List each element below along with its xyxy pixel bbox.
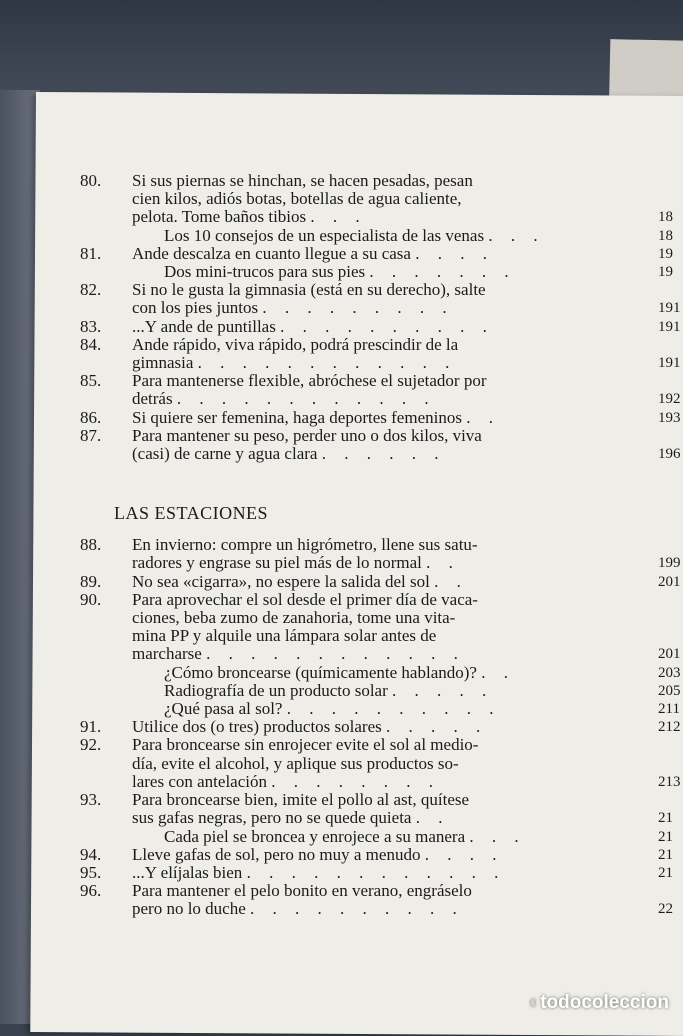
leader-dots: . . . . . xyxy=(392,680,494,700)
table-of-contents xyxy=(80,172,683,919)
leader-dots: . . . xyxy=(469,826,526,846)
entry-number: 93. xyxy=(80,790,102,810)
entry-number: 86. xyxy=(80,407,102,427)
toc-entry xyxy=(80,227,683,245)
leader-dots: . . . . . . xyxy=(321,444,446,464)
entry-number: 89. xyxy=(80,571,102,591)
entry-text-line xyxy=(164,664,683,682)
entry-number: 81. xyxy=(80,243,102,263)
page-number: 18 xyxy=(658,209,673,226)
leader-dots: . . . . . . . . . . . . xyxy=(197,353,457,373)
leader-dots: . . xyxy=(415,808,450,828)
entry-text-line: día, evite el alcohol, y aplique sus productos so- xyxy=(132,753,459,773)
leader-dots: . . . . . . . . . xyxy=(262,298,454,318)
entry-text: detrás xyxy=(132,389,173,409)
entry-text-line xyxy=(132,208,683,226)
entry-text-line xyxy=(164,263,683,281)
entry-text-line xyxy=(132,409,683,427)
entry-text: ¿Qué pasa al sol? xyxy=(164,699,283,719)
leader-dots: . . . . . . . . . . . . xyxy=(206,644,465,664)
entry-text-line xyxy=(132,718,683,736)
entry-number: 82. xyxy=(80,280,102,300)
entry-number: 85. xyxy=(80,371,102,391)
entry-text: Dos mini-trucos para sus pies xyxy=(164,262,366,282)
entry-text: lares con antelación xyxy=(132,771,267,791)
entry-text-line xyxy=(132,773,683,791)
entry-number: 94. xyxy=(80,844,102,864)
entry-text-line xyxy=(164,227,683,245)
page-number: 21 xyxy=(658,828,673,845)
entry-text: Si quiere ser femenina, haga deportes femeninos xyxy=(132,407,462,427)
page-number: 201 xyxy=(658,646,681,663)
toc-entry xyxy=(80,864,683,882)
entry-number: 80. xyxy=(80,171,102,190)
entry-text: Los 10 consejos de un especialista de las venas xyxy=(164,225,485,245)
entry-text-line xyxy=(132,645,683,663)
toc-entry xyxy=(80,263,683,281)
page-number: 19 xyxy=(658,245,673,262)
entry-text: Cada piel se broncea y enrojece a su manera xyxy=(164,826,466,846)
leader-dots: . . . . . xyxy=(386,717,488,737)
page-number: 21 xyxy=(658,810,673,827)
entry-text-line: mina PP y alquile una lámpara solar antes de xyxy=(132,626,437,646)
toc-entry xyxy=(80,409,683,427)
page-number: 191 xyxy=(658,318,681,335)
entry-text-line xyxy=(132,900,683,918)
entry-number: 92. xyxy=(80,735,102,755)
entry-text-line xyxy=(164,682,683,700)
logo-icon: ◖ xyxy=(526,992,539,1013)
toc-entry xyxy=(80,882,683,918)
entry-text-line: ciones, beba zumo de zanahoria, tome una vita- xyxy=(132,608,456,628)
leader-dots: . . xyxy=(426,553,460,573)
leader-dots: . . . . . . . xyxy=(369,262,516,282)
page-number: 205 xyxy=(658,682,681,699)
leader-dots: . . . . xyxy=(415,243,494,263)
page-number: 21 xyxy=(658,846,673,863)
leader-dots: . . . . xyxy=(424,844,504,864)
entry-text: No sea «cigarra», no espere la salida del sol xyxy=(132,571,430,591)
entry-text-line xyxy=(132,318,683,336)
entry-text: sus gafas negras, pero no se quede quieta xyxy=(132,808,412,828)
toc-entry xyxy=(80,336,683,372)
toc-entry xyxy=(80,172,683,227)
entry-list-seasons xyxy=(80,536,683,918)
page-number: 191 xyxy=(658,355,681,372)
entry-text: radores y engrase su piel más de lo normal xyxy=(132,553,422,573)
entry-text: ...Y elíjalas bien xyxy=(132,862,243,882)
toc-entry xyxy=(80,700,683,718)
entry-text: gimnasia xyxy=(132,353,194,373)
entry-text: marcharse xyxy=(132,644,202,664)
watermark-text: todocoleccion xyxy=(540,992,669,1013)
entry-text-line: Para broncearse bien, imite el pollo al ast, quítese xyxy=(132,790,470,810)
entry-text: ¿Cómo broncearse (químicamente hablando)? xyxy=(164,662,477,682)
page-number: 193 xyxy=(658,409,681,426)
entry-text-line xyxy=(164,700,683,718)
page-number: 212 xyxy=(658,719,681,736)
entry-text: Radiografía de un producto solar xyxy=(164,680,388,700)
entry-text-line xyxy=(132,390,683,408)
toc-entry xyxy=(80,536,683,572)
leader-dots: . . . xyxy=(488,225,545,245)
leader-dots: . . . xyxy=(310,207,367,227)
page-number: 22 xyxy=(658,901,673,918)
entry-text: ...Y ande de puntillas xyxy=(132,316,276,336)
entry-text-line xyxy=(132,445,683,463)
entry-text: Lleve gafas de sol, pero no muy a menudo xyxy=(132,844,421,864)
entry-number: 96. xyxy=(80,881,102,901)
entry-text-line xyxy=(132,573,683,591)
page-number: 192 xyxy=(658,391,681,408)
toc-entry xyxy=(80,664,683,682)
entry-list-figure xyxy=(80,172,683,463)
toc-entry xyxy=(80,791,683,827)
entry-text: (casi) de carne y agua clara xyxy=(132,444,318,464)
page-number: 213 xyxy=(658,773,681,790)
toc-entry xyxy=(80,318,683,336)
entry-text-line: Para aprovechar el sol desde el primer día de vaca- xyxy=(132,589,478,609)
entry-text: pero no lo duche xyxy=(132,899,246,919)
entry-text-line xyxy=(132,554,683,572)
page-number: 21 xyxy=(658,864,673,881)
toc-entry xyxy=(80,281,683,317)
entry-text-line xyxy=(132,809,683,827)
entry-text-line: Si sus piernas se hinchan, se hacen pesadas, pesan xyxy=(132,171,473,190)
page-number: 211 xyxy=(658,701,680,718)
toc-entry xyxy=(80,846,683,864)
toc-entry xyxy=(80,682,683,700)
entry-number: 83. xyxy=(80,316,102,336)
section-heading: LAS ESTACIONES xyxy=(114,503,269,524)
entry-number: 91. xyxy=(80,717,102,737)
page-number: 199 xyxy=(658,555,681,572)
entry-text-line xyxy=(164,828,683,846)
leader-dots: . . xyxy=(434,571,468,591)
entry-text-line: Si no le gusta la gimnasia (está en su derecho), salte xyxy=(132,280,486,300)
page-number: 19 xyxy=(658,264,673,281)
leader-dots: . . . . . . . . . . xyxy=(286,699,501,719)
toc-entry xyxy=(80,718,683,736)
toc-entry xyxy=(80,573,683,591)
leader-dots: . . . . . . . . . . . . xyxy=(246,862,506,882)
entry-text: con los pies juntos xyxy=(132,298,259,318)
entry-text-line: cien kilos, adiós botas, botellas de agua caliente, xyxy=(132,189,462,209)
toc-entry xyxy=(80,736,683,791)
entry-text-line xyxy=(132,846,683,864)
page-number: 201 xyxy=(658,573,681,590)
leader-dots: . . xyxy=(466,407,500,427)
entry-text: pelota. Tome baños tibios xyxy=(132,207,307,227)
entry-number: 84. xyxy=(80,334,102,354)
entry-text-line xyxy=(132,354,683,372)
entry-number: 90. xyxy=(80,589,102,609)
entry-text-line: Para mantener su peso, perder uno o dos kilos, viva xyxy=(132,425,482,445)
page-number: 196 xyxy=(658,446,681,463)
leader-dots: . . . . . . . . xyxy=(271,771,440,791)
entry-number: 88. xyxy=(80,535,102,555)
entry-text-line: Para broncearse sin enrojecer evite el sol al medio- xyxy=(132,735,479,755)
entry-text: Ande descalza en cuanto llegue a su casa xyxy=(132,243,411,263)
entry-text-line: Para mantener el pelo bonito en verano, engráselo xyxy=(132,881,472,901)
entry-text-line: Para mantenerse flexible, abróchese el sujetador por xyxy=(132,371,487,391)
entry-text-line: Ande rápido, viva rápido, podrá prescindir de la xyxy=(132,334,459,354)
page-number: 203 xyxy=(658,664,681,681)
leader-dots: . . . . . . . . . . . . xyxy=(176,389,436,409)
watermark xyxy=(527,992,669,1014)
entry-text-line xyxy=(132,299,683,317)
toc-entry xyxy=(80,372,683,408)
entry-text-line xyxy=(132,245,683,263)
toc-entry xyxy=(80,828,683,846)
toc-entry xyxy=(80,591,683,664)
leader-dots: . . xyxy=(481,662,515,682)
page-number: 191 xyxy=(658,300,681,317)
toc-entry xyxy=(80,427,683,463)
entry-number: 87. xyxy=(80,425,102,445)
leader-dots: . . . . . . . . . . xyxy=(250,899,464,919)
entry-text-line xyxy=(132,864,683,882)
entry-text: Utilice dos (o tres) productos solares xyxy=(132,717,382,737)
leader-dots: . . . . . . . . . . xyxy=(280,316,494,336)
entry-number: 95. xyxy=(80,862,102,882)
toc-entry xyxy=(80,245,683,263)
page-number: 18 xyxy=(658,227,673,244)
entry-text-line: En invierno: compre un higrómetro, llene sus satu- xyxy=(132,535,478,555)
